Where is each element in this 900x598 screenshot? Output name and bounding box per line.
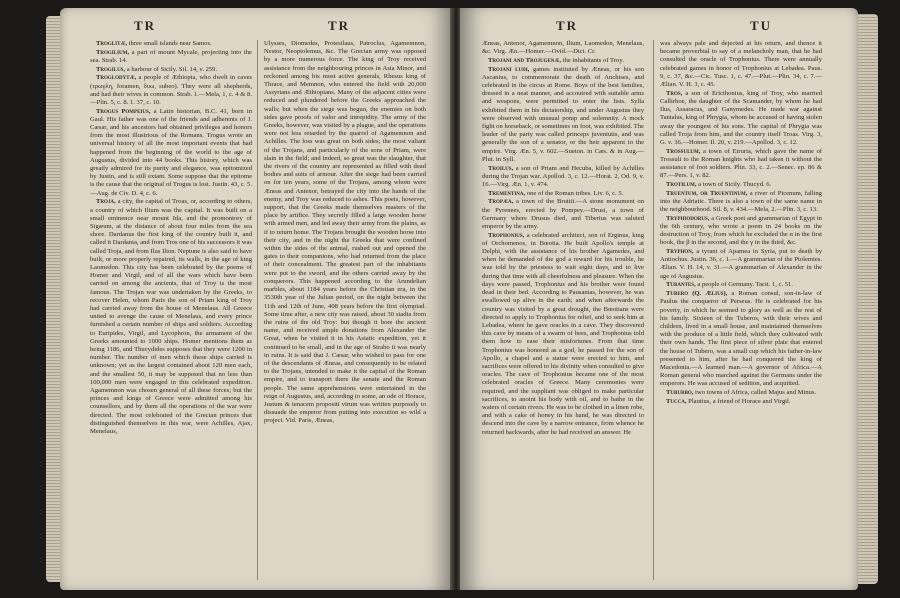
dictionary-entry xyxy=(482,40,644,56)
dictionary-entry xyxy=(660,215,822,248)
dictionary-entry xyxy=(90,66,252,74)
entry-headword: Tubero (Q. Ælius), xyxy=(666,290,728,298)
dictionary-entry xyxy=(660,290,822,388)
entry-text: two towns of Africa, called Majus and Minus. xyxy=(695,389,817,397)
dictionary-entry xyxy=(482,232,644,437)
entry-headword: Trojani ludi, xyxy=(488,65,530,73)
dictionary-entry xyxy=(660,398,822,406)
entry-text: a tyrant of Apamea in Syria, put to death by Antiochus. Justin. 36, c. 1.—A grammarian of the Ptolemies. Ælian. V. H. 14, v. 31.—A grammarian of Alexander in the age of Augustus. xyxy=(660,248,822,280)
left-column-rule xyxy=(257,40,258,580)
dictionary-entry xyxy=(660,40,822,89)
entry-headword: Trotilum, xyxy=(666,180,697,188)
dictionary-entry xyxy=(90,49,252,65)
entry-text: a son of Priam and Hecuba, killed by Achilles during the Trojan war. Apollod. 3, c. 12.—Horat. 2, Od. 9, v. 16.—Virg. Æn. 1, v. 474. xyxy=(482,164,644,188)
entry-headword: Troilus, xyxy=(488,164,514,172)
entry-headword: Troglodytæ, xyxy=(96,74,137,82)
left-running-head xyxy=(60,18,452,36)
right-running-head xyxy=(460,18,858,36)
right-page xyxy=(460,8,858,590)
entry-text: a town of Sicily. Thucyd. 6. xyxy=(698,180,772,188)
entry-text: a river of Picenum, falling into the Adriatic. There is also a town of the same name in the neighbourhood. Sil. 8, v. 434.—Mela, 2.—Plin. 3, c. 13. xyxy=(660,189,822,214)
dictionary-entry xyxy=(482,66,644,164)
dictionary-entry xyxy=(660,281,822,289)
entry-text: a people of Germany. Tacit. 1, c. 51. xyxy=(697,281,793,289)
entry-headword: Troja, xyxy=(96,198,116,206)
open-book xyxy=(60,2,860,596)
entry-headword: Tucca, xyxy=(666,397,687,405)
entry-text: Plautius, a friend of Horace and Virgil. xyxy=(688,397,791,405)
dictionary-entry xyxy=(660,181,822,189)
right-column-1 xyxy=(482,40,644,437)
entry-headword: Tryphiodorus, xyxy=(666,214,710,222)
entry-headword: Trementina, xyxy=(488,189,526,197)
entry-text: was always pale and dejected at his return, and thence it became proverbial to say of a melancholy man, that he had consulted the oracle of Trophonius. There were annually celebrated games in honor of Trophonius at Lebadea. Paus. 9, c. 37, &c.—Cic. Tusc. 1, c. 47.—Plut.—Plin. 34, c. 7.—Ælian. V. H. 3, c. 45. xyxy=(660,40,822,89)
entry-headword: Truentum, or Truentinum, xyxy=(666,189,748,197)
left-page xyxy=(60,8,452,590)
right-head-inner: TR xyxy=(556,18,579,33)
entry-text: a town of the Bruttii.—A stone monument on the Pyrenees, erected by Pompey.—Drusi, a town of Germany where Drusus died, and Tiberius was saluted emperor by the army. xyxy=(482,198,644,230)
dictionary-entry xyxy=(660,190,822,215)
right-column-rule xyxy=(653,40,654,580)
left-head-outer: TR xyxy=(134,18,157,33)
right-column-2 xyxy=(660,40,822,406)
entry-text: a celebrated architect, son of Erginus, king of Orchomenos, in Bœotia. He built Apollo's temple at Delphi, with the assistance of his brother Agamedes, and when he demanded of the god a reward for his trouble, he was told by the priestess to wait eight days, and to live during that time with all cheerfulness and pleasure. When the days were passed, Trophonius and his brother were found dead in their bed. According to Pausanias, however, he was swallowed up alive in the earth; and when afterwards the country was visited by a great drought, the Bœotians were directed to apply to Trophonius for relief, and to seek him at Lebadea, where he gave oracles in a cave. They discovered this cave by means of a swarm of bees, and Trophonius told them how to ease their misfortunes. From that time Trophonius was honored as a god, he passed for the son of Apollo, a chapel and a statue were erected to him, and sacrifices were offered to his divinity when consulted to give oracles. The cave of Trophonius became one of the most celebrated oracles of Greece. Many ceremonies were required, and the suppliant was obliged to make particular sacrifices, to anoint his body with oil, and to bathe in the waters of certain rivers. He was to be clothed in a linen robe, and with a cake of honey in his hand, he was directed to descend into the cave by a narrow entrance, from whence he returned backwards, after he had received an answer. He xyxy=(482,231,644,436)
entry-headword: Trojani and Trojugenæ, xyxy=(488,56,562,64)
page-edges-right xyxy=(858,14,878,584)
left-head-inner: TR xyxy=(328,18,351,33)
entry-headword: Tropæa, xyxy=(488,198,514,206)
dictionary-entry xyxy=(660,90,822,147)
dictionary-entry xyxy=(264,40,426,426)
entry-text: games instituted by Æneas, or his son Ascanius, to commemorate the death of Anchises, and celebrated in the circus at Rome. Boys of the best families, dressed in a neat manner, and accoutred with suitable arms and weapons, were permitted to enter the lists. Sylla exhibited them in his dictatorship, and under Augustus they were observed with unusual pomp and solemnity. A mock fight on horseback, or sometimes on foot, was exhibited. The leader of the party was called princeps juventutis, and was generally the son of a senator, or the heir apparent to the empire. Virg. Æn. 5, v. 602.—Sueton. in Cæs. & in Aug.—Plut. in Syll. xyxy=(482,65,644,163)
entry-text: Ulysses, Diomedes, Protesilaus, Patroclus, Agamemnon, Nestor, Neoptolemus, &c. The Grecian army was opposed by a more numerous force. The king of Troy received assistance from the neighbouring princes in Asia Minor, and reckoned among his most active generals, Rhesus king of Thrace, and Memnon, who entered the field with 20,000 Assyrians and Æthiopians. Many of the adjacent cities were reduced and plundered before the Greeks approached the walls; but when the siege was begun, the enemies on both sides gave proofs of valor and intrepidity. The army of the Greeks, however, was visited by a plague, and the operations were not less retarded by the quarrel of Agamemnon and Achilles. The loss was great on both sides; the most valiant of the Trojans, and particularly of the sons of Priam, were slain in the field; and indeed, so great was the slaughter, that the rivers of the country are represented as filled with dead bodies and suits of armour. After the siege had been carried on for ten years, some of the Trojans, among whom were Æneas and Antenor, betrayed the city into the hands of the enemy, and Troy was reduced to ashes. This poets, however, support, that the Greeks made themselves masters of the place by artifice. They secretly filled a large wooden horse with armed men, and led away their army from the plains, as if to return home. The Trojans brought the wooden horse into their city, and in the night the Greeks that were confined within the sides of the animal, rushed out and opened the gates to their companions, who had returned from the place of their concealment. The greatest part of the inhabitants were put to the sword, and the others carried away by the conquerors. This happened according to the Arundelian marbles, about 1184 years before the Christian era, in the 3530th year of the Julian period, on the night between the 11th and 12th of June, 408 years before the first olympiad. Some time after, a new city was raised, about 30 stadia from the ruins of the old Troy: but though it bore the ancient name, and received ample donations from Alexander the Great, when he visited it in his Asiatic expedition, yet it continued to be small, and in the age of Strabo it was nearly in ruins. It is said that J. Cæsar, who wished to pass for one of the descendants of Æneas, and consequently to be related to the Trojans, intended to make it the capital of the Roman empire, and to transport there the senate and the Roman people. The same apprehensions were entertained in the reign of Augustus, and, according to some, an ode of Horace, Justum & tenacem propositi virum was written purposely to dissuade the emperor from putting into execution so wild a project. Vid. Paris, Æneas, xyxy=(264,40,426,425)
dictionary-entry xyxy=(660,248,822,281)
entry-headword: Tubantes, xyxy=(666,281,696,289)
dictionary-entry xyxy=(90,74,252,107)
dictionary-entry xyxy=(660,148,822,181)
dictionary-entry xyxy=(482,57,644,65)
entry-text: one of the Roman tribes. Liv. 6, c. 5. xyxy=(526,189,624,197)
entry-headword: Troglitæ, xyxy=(96,40,128,47)
dictionary-entry xyxy=(90,40,252,48)
dictionary-entry xyxy=(482,165,644,190)
entry-headword: Tryphon, xyxy=(666,248,694,256)
dictionary-entry xyxy=(660,389,822,397)
entry-text: a Greek poet and grammarian of Egypt in the 6th century, who wrote a poem in 24 books on the destruction of Troy, from which he excluded the α in the first book, the β in the second, and the γ in the third, &c. xyxy=(660,214,822,247)
entry-text: a city, the capital of Troas, or, according to others, a country of which Ilium was the capital. It was built on a small eminence near mount Ida, and the promontory of Sigæum, at the distance of about four miles from the sea shore. Dardanus the first king of the country built it, and called it Dardania, and from Tros one of his successors it was called Troja, and from Ilus Ilion. Neptune is also said to have built, or more properly repaired, its walls, in the age of king Laomedon. This city has been celebrated by the poems of Homer and Virgil, and of all the wars which have been carried on among the ancients, that of Troy is the most famous. The Trojan war was undertaken by the Greeks, to recover Helen, whom Paris the son of Priam king of Troy had carried away from the house of Menelaus. All Greece united to avenge the cause of Menelaus, and every prince furnished a certain number of ships and soldiers. According to Euripides, Virgil, and Lycophron, the armament of the Greeks amounted to 1000 ships. Homer mentions them as being 1186, and Thucydides supposes that they were 1200 in number. The number of men which these ships carried is unknown; yet as the largest contained about 120 men each, and the smallest 50, it may be supposed that no less than 100,000 men were engaged in this celebrated expedition. Agamemnon was chosen general of all these forces; but the princes and kings of Greece were admitted among his counsellors, and by them all the operations of the war were directed. The most celebrated of the Grecian princes that distinguished themselves in this war, were Achilles, Ajax, Menelaus, xyxy=(90,198,252,436)
entry-text: the inhabitants of Troy. xyxy=(562,56,624,64)
entry-text: Æneas, Antenor, Agamemnon, Ilium, Laomedon, Menelaus, &c. Virg. Æn.—Homer.—Ovid.—Dict. Cr. xyxy=(482,40,644,56)
entry-headword: Trogus Pompeius, xyxy=(96,107,151,115)
entry-text: a son of Ericthonius, king of Troy, who married Callirhoe, the daughter of the Scamander, by whom he had Ilus, Assaracus, and Ganymedes. He made war against Tantalus, king of Phrygia, whom he accused of having stolen away the youngest of his sons. The capital of Phrygia was called Troja from him, and the country itself Troas. Virg. 3, G. v. 36.—Homer. Il. 20, v. 219.—Apollod. 3, c. 12. xyxy=(660,89,822,146)
entry-text: a Latin historian, B.C. 41, born in Gaul. His father was one of the friends and adherents of J. Cæsar, and his ancestors had obtained privileges and honors from the most illustrious of the Romans. Trogus wrote an universal history of all the most important events that had happened from the beginning of the world to the age of Augustus, divided into 44 books. This history, which was greatly admired for its purity and elegance, was epitomized by Justin, and is still extant. Some suppose that the epitome is the cause that the original of Trogus is lost. Justin. 43, c. 5.—Aug. de Civ. D. 4, c. 6. xyxy=(90,107,252,197)
entry-text: a town of Etruria, which gave the name of Trossuli to the Roman knights who had taken it without the assistance of foot soldiers. Plin. 33, c. 2.—Senec. ep. 86 & 87.—Pers. 1, v. 82. xyxy=(660,147,823,180)
entry-text: a harbour of Sicily. Sil. 14, v. 259. xyxy=(126,65,218,73)
entry-text: a people of Æthiopia, who dwelt in caves (τρωγλη, foramen, δυω, subeo). They were all shepherds, and had their wives in common. Strab. 1.—Mela, 1, c. 4 & 8.—Plin. 5, c. 8. 1. 37, c. 10. xyxy=(90,74,252,106)
entry-headword: Trogilus, xyxy=(96,65,126,73)
dictionary-entry xyxy=(90,198,252,436)
entry-text: a part of mount Mycale, projecting into the sea. Strab. 14. xyxy=(90,48,252,64)
entry-headword: Tros, xyxy=(666,89,683,97)
entry-headword: Trossulum, xyxy=(666,147,701,155)
entry-headword: Trogilium, xyxy=(96,48,129,56)
left-column-2 xyxy=(264,40,426,426)
entry-text: three small islands near Samos. xyxy=(128,40,212,47)
right-head-outer: TU xyxy=(750,18,773,33)
entry-text: a Roman consul, son-in-law of Paulus the conqueror of Perseus. He is celebrated for his poverty, in which he seemed to glory as well as the rest of his family. Sixteen of the Tuberos, with their wives and children, lived in a small house, and maintained themselves with the produce of a little field, which they cultivated with their own hands. The first piece of silver plate that entered the house of Tubero, was a small cup which his father-in-law presented to him, after he had conquered the king of Macedonia.—A learned man.—A governor of Africa.—A Roman general who marched against the Germans under the emperors. He was accused of sedition, and acquitted. xyxy=(660,290,823,388)
dictionary-entry xyxy=(482,190,644,198)
entry-headword: Trophonius, xyxy=(488,231,525,239)
left-column-1 xyxy=(90,40,252,437)
dictionary-entry xyxy=(482,198,644,231)
entry-headword: Tuburbo, xyxy=(666,389,694,397)
dictionary-entry xyxy=(90,108,252,198)
